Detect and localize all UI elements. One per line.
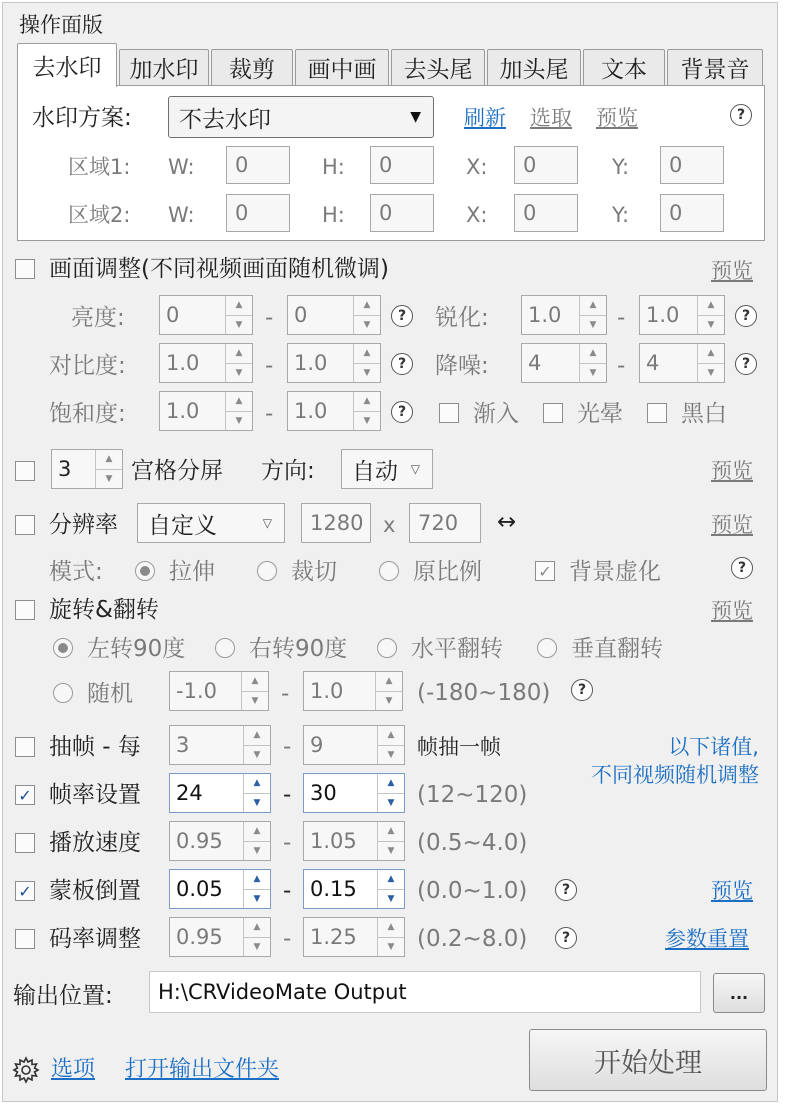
denoise-label: 降噪: (435, 353, 489, 379)
frame-rate-min-stepper[interactable] (169, 773, 271, 813)
spin-down-icon[interactable]: ▼ (378, 745, 404, 765)
rotate-right90-label: 右转90度 (249, 636, 348, 662)
frame-rate-min-value: 24 (176, 781, 203, 805)
frame-rate-label: 帧率设置 (49, 782, 141, 808)
sharpen-label: 锐化: (435, 305, 489, 331)
region2-x-label: X: (466, 203, 488, 227)
brightness-max-value: 0 (294, 303, 308, 327)
resolution-width-input[interactable]: 1280 (301, 503, 371, 543)
frame-rate-checkbox[interactable]: ✓ (15, 785, 35, 805)
grid-split-checkbox[interactable] (15, 461, 35, 481)
spin-down-icon[interactable]: ▼ (378, 793, 404, 813)
open-output-folder-link[interactable]: 打开输出文件夹 (125, 1057, 280, 1082)
spin-down-icon[interactable]: ▼ (378, 937, 404, 957)
frame-drop-label: 抽帧 - 每 (49, 734, 141, 760)
saturation-max-stepper[interactable] (287, 391, 381, 431)
picture-adjust-checkbox[interactable] (15, 259, 35, 279)
rotate-min-stepper[interactable] (169, 671, 269, 711)
speed-label: 播放速度 (49, 830, 141, 856)
spin-down-icon[interactable]: ▼ (96, 469, 122, 489)
spin-up-icon[interactable]: ▲ (385, 676, 393, 687)
pick-link[interactable]: 选取 (530, 106, 572, 130)
denoise-min-value: 4 (528, 351, 542, 375)
tab-crop[interactable]: 裁剪 (211, 49, 293, 85)
mask-dash: - (283, 878, 292, 904)
help-icon[interactable]: ? (731, 557, 753, 579)
tab-background-music[interactable]: 背景音 (667, 49, 763, 85)
help-icon[interactable]: ? (730, 104, 752, 126)
rotate-random-label: 随机 (87, 681, 133, 707)
spin-up-icon[interactable]: ▲ (363, 300, 371, 311)
mask-invert-checkbox[interactable]: ✓ (15, 881, 35, 901)
frame-drop-min-value: 3 (176, 733, 190, 757)
bitrate-checkbox[interactable] (15, 929, 35, 949)
spin-up-icon[interactable]: ▲ (253, 922, 261, 933)
bitrate-max-value: 1.25 (310, 925, 357, 949)
spin-down-icon[interactable]: ▼ (354, 411, 380, 431)
operation-panel (2, 2, 778, 1102)
frame-drop-checkbox[interactable] (15, 737, 35, 757)
region2-y-input[interactable]: 0 (660, 194, 724, 232)
output-location-label: 输出位置: (13, 983, 113, 1009)
stretch-label: 拉伸 (169, 559, 215, 585)
picture-adjust-label: 画面调整(不同视频画面随机微调) (49, 256, 389, 282)
speed-min-stepper[interactable] (169, 821, 271, 861)
spin-down-icon[interactable]: ▼ (698, 315, 724, 335)
browse-button[interactable]: ... (713, 973, 765, 1013)
scheme-label: 水印方案: (32, 105, 132, 131)
frame-drop-max-value: 9 (310, 733, 324, 757)
speed-max-stepper[interactable] (303, 821, 405, 861)
mask-preview-link[interactable]: 预览 (711, 879, 753, 903)
spin-down-icon[interactable]: ▼ (354, 315, 380, 335)
region2-h-input[interactable]: 0 (370, 194, 434, 232)
spin-down-icon[interactable]: ▼ (226, 315, 252, 335)
spin-up-icon[interactable]: ▲ (589, 300, 597, 311)
spin-down-icon[interactable]: ▼ (580, 363, 606, 383)
speed-checkbox[interactable] (15, 833, 35, 853)
rotate-max-stepper[interactable] (303, 671, 403, 711)
contrast-min-stepper[interactable] (159, 343, 253, 383)
halo-checkbox[interactable] (543, 403, 563, 423)
help-icon[interactable]: ? (555, 879, 577, 901)
region1-x-input[interactable]: 0 (514, 146, 578, 184)
spin-up-icon[interactable]: ▲ (105, 454, 113, 465)
bg-blur-label: 背景虚化 (569, 559, 661, 585)
region1-label: 区域1: (68, 155, 131, 179)
chevron-down-icon: ▽ (262, 516, 272, 530)
sharpen-max-value: 1.0 (646, 303, 680, 327)
region1-h-input[interactable]: 0 (370, 146, 434, 184)
bitrate-range: (0.2~8.0) (417, 926, 528, 952)
frame-drop-min-stepper[interactable] (169, 725, 271, 765)
preview-link[interactable]: 预览 (596, 106, 638, 130)
chevron-down-icon: ▽ (410, 462, 420, 476)
speed-dash: - (283, 830, 292, 856)
help-icon[interactable]: ? (391, 305, 413, 327)
spin-down-icon[interactable]: ▼ (244, 841, 270, 861)
vflip-radio[interactable] (537, 638, 557, 658)
spin-down-icon[interactable]: ▼ (244, 889, 270, 909)
help-icon[interactable]: ? (391, 353, 413, 375)
mask-min-stepper[interactable] (169, 869, 271, 909)
spin-up-icon[interactable]: ▲ (235, 348, 243, 359)
region1-y-input[interactable]: 0 (660, 146, 724, 184)
bitrate-dash: - (283, 926, 292, 952)
tab-add-watermark[interactable]: 加水印 (119, 49, 209, 85)
saturation-label: 饱和度: (49, 401, 126, 427)
spin-down-icon[interactable]: ▼ (698, 363, 724, 383)
help-icon[interactable]: ? (735, 305, 757, 327)
hflip-label: 水平翻转 (411, 636, 503, 662)
speed-max-value: 1.05 (310, 829, 357, 853)
region2-x-input[interactable]: 0 (514, 194, 578, 232)
start-processing-button[interactable]: 开始处理 (529, 1029, 767, 1091)
region1-w-input[interactable]: 0 (226, 146, 290, 184)
stretch-radio[interactable] (135, 561, 155, 581)
region2-h-label: H: (322, 203, 345, 227)
random-note (563, 733, 759, 789)
rotate-left90-radio[interactable] (53, 638, 73, 658)
hflip-radio[interactable] (377, 638, 397, 658)
mask-max-stepper[interactable] (303, 869, 405, 909)
scheme-select[interactable] (168, 96, 434, 138)
region1-x-label: X: (466, 155, 488, 179)
spin-up-icon[interactable]: ▲ (253, 826, 261, 837)
frame-drop-suffix: 帧抽一帧 (417, 735, 501, 759)
spin-down-icon[interactable]: ▼ (242, 691, 268, 711)
saturation-min-value: 1.0 (166, 399, 200, 423)
mask-max-value: 0.15 (310, 877, 357, 901)
spin-down-icon[interactable]: ▼ (354, 363, 380, 383)
grid-count-stepper[interactable] (51, 449, 123, 489)
spin-up-icon[interactable]: ▲ (387, 730, 395, 741)
original-ratio-radio[interactable] (379, 561, 399, 581)
mode-label: 模式: (49, 559, 103, 585)
region2-w-label: W: (168, 203, 195, 227)
gear-icon[interactable] (11, 1055, 41, 1085)
random-note-line2: 不同视频随机调整 (591, 763, 759, 787)
radio-dot (140, 566, 150, 576)
spin-up-icon[interactable]: ▲ (387, 826, 395, 837)
refresh-link[interactable]: 刷新 (464, 106, 506, 130)
spin-up-icon[interactable]: ▲ (707, 300, 715, 311)
rotate-dash: - (281, 681, 290, 707)
spin-up-icon[interactable]: ▲ (253, 730, 261, 741)
direction-value: 自动 (352, 458, 398, 485)
sharpen-min-value: 1.0 (528, 303, 562, 327)
brightness-min-value: 0 (166, 303, 180, 327)
help-icon[interactable]: ? (391, 401, 413, 423)
dropdown-arrow-icon: ▼ (410, 109, 421, 125)
resolution-label: 分辨率 (49, 512, 118, 538)
sharpen-max-stepper[interactable] (639, 295, 725, 335)
scheme-value: 不去水印 (179, 106, 271, 133)
tab-trim-head-tail[interactable]: 去头尾 (391, 49, 485, 85)
tab-add-head-tail[interactable]: 加头尾 (487, 49, 581, 85)
sharpen-dash: - (617, 305, 626, 331)
rotate-label: 旋转&翻转 (49, 597, 159, 623)
contrast-dash: - (265, 353, 274, 379)
speed-min-value: 0.95 (176, 829, 223, 853)
help-icon[interactable]: ? (735, 353, 757, 375)
region2-y-label: Y: (612, 203, 630, 227)
denoise-max-value: 4 (646, 351, 660, 375)
brightness-dash: - (265, 305, 274, 331)
reset-params-link[interactable]: 参数重置 (665, 927, 749, 951)
rotate-right90-radio[interactable] (215, 638, 235, 658)
spin-down-icon[interactable]: ▼ (580, 315, 606, 335)
frame-rate-dash: - (283, 782, 292, 808)
resolution-mode-value: 自定义 (148, 512, 217, 539)
spin-up-icon[interactable]: ▲ (363, 348, 371, 359)
spin-up-icon[interactable]: ▲ (387, 922, 395, 933)
radio-dot (58, 643, 68, 653)
frame-rate-max-stepper[interactable] (303, 773, 405, 813)
original-ratio-label: 原比例 (413, 559, 482, 585)
bg-blur-checkbox[interactable]: ✓ (535, 561, 555, 581)
black-white-checkbox[interactable] (647, 403, 667, 423)
crop-radio[interactable] (257, 561, 277, 581)
panel-title: 操作面版 (15, 9, 107, 39)
tab-remove-watermark[interactable]: 去水印 (17, 43, 117, 87)
spin-down-icon[interactable]: ▼ (376, 691, 402, 711)
region1-w-label: W: (168, 155, 195, 179)
spin-up-icon[interactable]: ▲ (251, 676, 259, 687)
frame-drop-max-stepper[interactable] (303, 725, 405, 765)
help-icon[interactable]: ? (555, 927, 577, 949)
mask-range: (0.0~1.0) (417, 878, 528, 904)
spin-up-icon[interactable]: ▲ (253, 874, 261, 885)
resolution-mode-select[interactable] (137, 503, 285, 543)
contrast-max-stepper[interactable] (287, 343, 381, 383)
mask-invert-label: 蒙板倒置 (49, 878, 141, 904)
spin-down-icon[interactable]: ▼ (378, 889, 404, 909)
spin-down-icon[interactable]: ▼ (244, 793, 270, 813)
swap-icon[interactable]: ↔ (497, 509, 517, 535)
mask-min-value: 0.05 (176, 877, 223, 901)
spin-up-icon[interactable]: ▲ (589, 348, 597, 359)
spin-up-icon[interactable]: ▲ (387, 874, 395, 885)
frame-rate-max-value: 30 (310, 781, 337, 805)
spin-down-icon[interactable]: ▼ (244, 745, 270, 765)
direction-select[interactable] (341, 449, 433, 489)
spin-down-icon[interactable]: ▼ (226, 363, 252, 383)
sharpen-min-stepper[interactable] (521, 295, 607, 335)
grid-split-label: 宫格分屏 (131, 458, 223, 484)
output-path-input[interactable]: H:\CRVideoMate Output (149, 971, 701, 1013)
frame-rate-range: (12~120) (417, 782, 528, 808)
grid-count-value: 3 (58, 457, 72, 481)
saturation-max-value: 1.0 (294, 399, 328, 423)
frame-drop-dash: - (283, 734, 292, 760)
denoise-dash: - (617, 353, 626, 379)
resolution-height-input[interactable]: 720 (409, 503, 481, 543)
tab-picture-in-picture[interactable]: 画中画 (295, 49, 389, 85)
spin-up-icon[interactable]: ▲ (235, 300, 243, 311)
brightness-max-stepper[interactable] (287, 295, 381, 335)
resolution-times: x (383, 513, 396, 537)
rotate-left90-label: 左转90度 (87, 636, 186, 662)
denoise-max-stepper[interactable] (639, 343, 725, 383)
picture-adjust-preview-link[interactable]: 预览 (711, 259, 753, 283)
spin-up-icon[interactable]: ▲ (253, 778, 261, 789)
rotate-checkbox[interactable] (15, 600, 35, 620)
crop-label: 裁切 (291, 559, 337, 585)
vflip-label: 垂直翻转 (571, 636, 663, 662)
region2-label: 区域2: (68, 203, 131, 227)
spin-up-icon[interactable]: ▲ (707, 348, 715, 359)
options-link[interactable]: 选项 (51, 1057, 96, 1082)
grid-split-preview-link[interactable]: 预览 (711, 459, 753, 483)
contrast-label: 对比度: (49, 353, 126, 379)
random-note-line1: 以下诸值, (668, 735, 759, 759)
black-white-label: 黑白 (681, 401, 727, 427)
contrast-min-value: 1.0 (166, 351, 200, 375)
brightness-min-stepper[interactable] (159, 295, 253, 335)
resolution-checkbox[interactable] (15, 515, 35, 535)
help-icon[interactable]: ? (571, 679, 593, 701)
direction-label: 方向: (261, 458, 315, 484)
halo-label: 光晕 (577, 401, 623, 427)
speed-range: (0.5~4.0) (417, 830, 528, 856)
bitrate-max-stepper[interactable] (303, 917, 405, 957)
rotate-min-value: -1.0 (176, 679, 217, 703)
rotate-preview-link[interactable]: 预览 (711, 599, 753, 623)
saturation-min-stepper[interactable] (159, 391, 253, 431)
rotate-range: (-180~180) (417, 680, 551, 706)
rotate-max-value: 1.0 (310, 679, 344, 703)
spin-up-icon[interactable]: ▲ (387, 778, 395, 789)
fade-in-checkbox[interactable] (439, 403, 459, 423)
spin-down-icon[interactable]: ▼ (226, 411, 252, 431)
spin-up-icon[interactable]: ▲ (235, 396, 243, 407)
saturation-dash: - (265, 401, 274, 427)
region2-w-input[interactable]: 0 (226, 194, 290, 232)
spin-down-icon[interactable]: ▼ (244, 937, 270, 957)
watermark-tab-pane (17, 85, 765, 241)
resolution-preview-link[interactable]: 预览 (711, 513, 753, 537)
contrast-max-value: 1.0 (294, 351, 328, 375)
region1-y-label: Y: (612, 155, 630, 179)
region1-h-label: H: (322, 155, 345, 179)
spin-down-icon[interactable]: ▼ (378, 841, 404, 861)
spin-up-icon[interactable]: ▲ (363, 396, 371, 407)
brightness-label: 亮度: (71, 305, 125, 331)
tab-text[interactable]: 文本 (583, 49, 665, 85)
bitrate-min-stepper[interactable] (169, 917, 271, 957)
fade-in-label: 渐入 (473, 401, 519, 427)
bitrate-min-value: 0.95 (176, 925, 223, 949)
rotate-random-radio[interactable] (53, 683, 73, 703)
denoise-min-stepper[interactable] (521, 343, 607, 383)
bitrate-label: 码率调整 (49, 926, 141, 952)
